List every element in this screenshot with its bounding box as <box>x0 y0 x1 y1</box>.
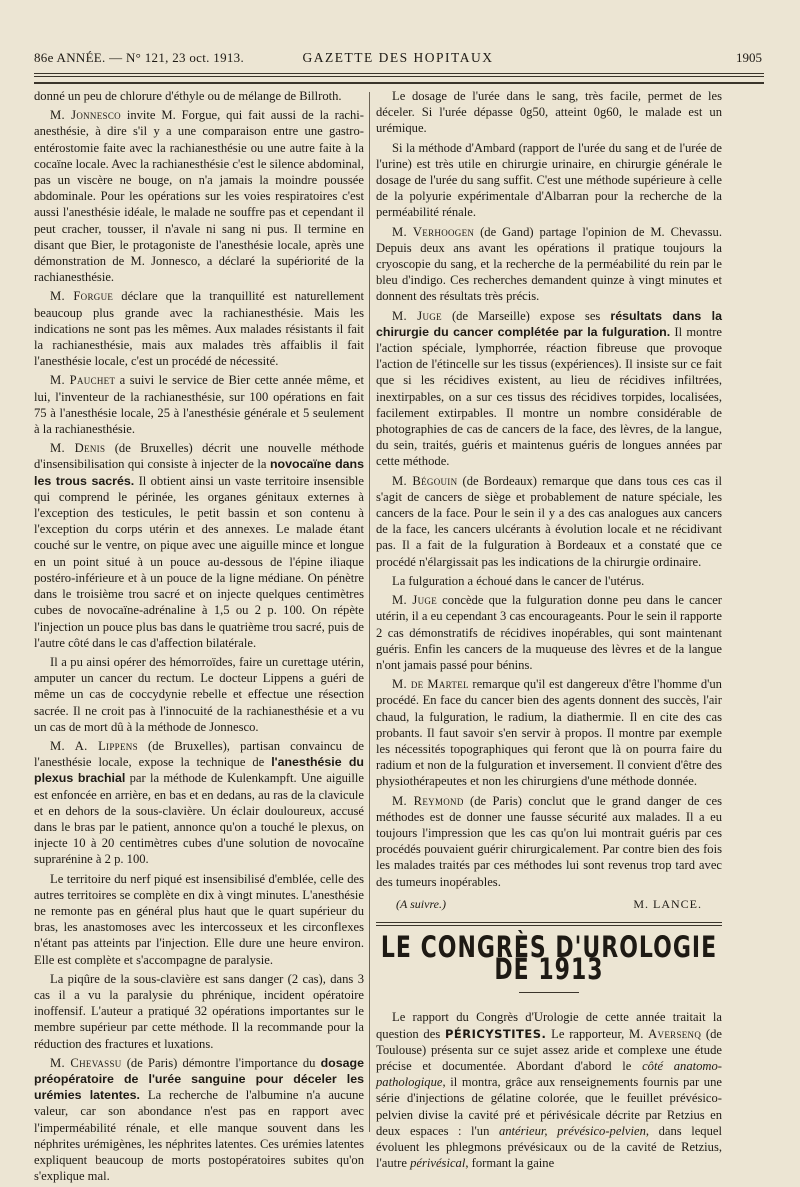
issue-info: 86e ANNÉE. — N° 121, 23 oct. 1913. <box>34 50 245 65</box>
signature-line <box>396 896 702 912</box>
paragraph-text: invite M. Forgue, qui fait aussi de la rachi-anesthésie, à dire s'il y a une comparaison entre une gastro-entérostomie faite avec la rachianesthésie ou une autre faite à la cocaïne locale. Avec la rachianesthésie c'est le silence abdominal, pas un viscère ne bouge, on n'a jamais la moindre poussée abdominale. Pour les opérations sur les voies respiratoires c'est aussi l'anesthésie idéale, le malade ne souffre pas et cependant il peut cracher, tousser, il n'avale ni sang ni pus. Il termine en disant que Bier, le protagoniste de l'anesthésie locale, après une démonstration de M. Jonnesco, a déclaré la supériorité de la rachianesthésie. <box>34 108 365 285</box>
paragraph-text: (de Bruxelles) décrit une nouvelle méthode d'insensibilisation qui consiste à injecter de la <box>34 441 364 472</box>
paragraph <box>376 676 722 789</box>
paragraph-text: (de Paris) conclut que le grand danger de ces méthodes est de donner une fausse sécurité aux malades. Il a eu toujours l'impression que les cas qu'on lui montrait guéris par ces procédés pouvaient guérir chirurgicalement. Par contre bien des fois les malades traités par ces méthodes lui sont revenus trop tard avec des tumeurs inopérables. <box>376 793 722 889</box>
speaker-name: M. Juge <box>392 308 442 323</box>
italic-term: périvésical <box>410 1156 466 1171</box>
publication-title: GAZETTE DES HOPITAUX <box>302 50 494 65</box>
paragraph <box>376 793 722 890</box>
paragraph-text: Il montre l'action spéciale, lymphorrée, réaction fibreuse que provoque l'action de l'étincelle sur les tissus (expériences). Il insiste sur ce fait que si les récidives existent, au lieu de récidives infiltrées, inextirpables, on a sur ces tissus des récidives torpides, localisées, facilement extirpables. Il montre un nombre considérable de photographies de cas de cancers de la face, des lèvres, de la langue, du sein, traités, guéris et maintenus guéris de longues années par cette méthode. <box>376 324 722 469</box>
paragraph <box>34 738 364 868</box>
paragraph <box>34 1055 364 1185</box>
paragraph: La piqûre de la sous-clavière est sans danger (2 cas), dans 3 cas il a vu la paralysie du phrénique, incident opératoire inoffensif. L'auteur a pratiqué 32 opérations importantes sur le membre supérieur par cette méthode. Il la recommande pour la réduction des fractures et luxations. <box>34 971 364 1051</box>
title-underline <box>519 992 579 993</box>
paragraph <box>34 107 364 285</box>
paragraph-text: Le rapport du Congrès d'Urologie de cette année traitait la question des <box>376 1010 722 1041</box>
speaker-name: M. de Martel <box>392 677 469 692</box>
speaker-name: M. Juge <box>392 593 438 608</box>
paragraph: Il a pu ainsi opérer des hémorroïdes, faire un curettage utérin, amputer un cancer du rectum. Le docteur Lippens a guéri de même un cas de coccydynie rebelle et effectue une résection sacrée. Il ne croit pas à l'innocuité de la rachianesthésie et a vu un cas de mort dû à la méthode de Jonnesco. <box>34 654 364 734</box>
paragraph-text: concède que la fulguration donne peu dans le cancer utérin, il a eu cependant 3 cas encourageants. Pour le sein il rapporte 2 cas démonstratifs de récidives inopérables, qui sont maintenant guéris. Enfin les cancers de la muqueuse des lèvres et de la langue n'ont jamais passé pour bénins. <box>376 593 722 672</box>
header-thick-rule <box>34 82 764 84</box>
speaker-name: M. Reymond <box>392 793 464 808</box>
section-rule <box>376 922 722 926</box>
paragraph-text: , formant la gaine <box>465 1156 555 1171</box>
paragraph: donné un peu de chlorure d'éthyle ou de mélange de Billroth. <box>34 89 342 103</box>
paragraph-text: (de Gand) partage l'opinion de M. Chevassu. Depuis deux ans avant les opérations il pratique toujours la cryoscopie du sang, et la recherche de la perméabilité du rein par le bleu d'indigo. Ces recherches demandent quinze à vingt minutes et donnent des résultats très précis. <box>376 224 722 304</box>
left-column <box>34 88 364 1187</box>
paragraph <box>376 473 722 570</box>
author-signature: M. LANCE. <box>633 896 702 911</box>
column-divider <box>369 92 370 1132</box>
paragraph <box>34 440 364 651</box>
right-column <box>376 88 722 1174</box>
speaker-name: M. Bégouin <box>392 473 458 488</box>
speaker-name: M. Jonnesco <box>50 108 121 123</box>
paragraph-text: (de Paris) démontre l'importance du <box>121 1055 321 1070</box>
paragraph-text: (de Bordeaux) remarque que dans tous ces cas il s'agit de cancers de siège et probablement de nature spéciale, les cancers de la face. Pour le sein il y a des cas analogues aux cancers de la face, les cancers ulcérants à évolution locale et ne récidivant pas. Il a fait de la fulguration à Bordeaux et a constaté que ce procédé n'élargissait pas les indications de la chirurgie ordinaire. <box>376 473 722 569</box>
paragraph-text: a suivi le service de Bier cette année même, et lui, l'inventeur de la rachianesthésie, sur 100 opérations en fait 75 à l'anesthésie locale, 25 à l'anesthésie générale et 5 seulement à la rachianesthésie. <box>34 373 364 437</box>
speaker-name: M. A. Lippens <box>50 738 138 753</box>
bold-topic: PÉRICYSTITES. <box>444 1026 547 1041</box>
paragraph: Le dosage de l'urée dans le sang, très facile, permet de les déceler. Si l'urée dépasse 0g50, atteint 0g60, le malade est un urémique. <box>376 89 722 136</box>
page-header <box>34 50 762 68</box>
italic-term: antérieur, prévésico-pelvien <box>498 1123 646 1138</box>
speaker-name: M. Verhoogen <box>392 224 475 239</box>
speaker-name: Aversenq <box>648 1026 702 1041</box>
speaker-name: M. Chevassu <box>50 1055 122 1070</box>
bold-topic: résultats dans la chirurgie du cancer complétée par la fulguration. <box>376 308 722 339</box>
paragraph-text: déclare que la tranquillité est naturellement beaucoup plus grande avec la rachianesthésie. Mais les indications ne sont pas les mêmes. Aux malades résistants il fait la rachianesthésie, mais aux malades très affaiblis il fait l'anesthésie locale, c'est un procédé de nécessité. <box>34 289 364 369</box>
page-number: 1905 <box>736 50 762 65</box>
paragraph <box>34 288 364 369</box>
speaker-name: M. Forgue <box>50 289 114 304</box>
speaker-name: M. Pauchet <box>50 373 116 388</box>
paragraph-text: remarque qu'il est dangereux d'être l'homme d'un procédé. En face du cancer bien des agents donnent des succès, l'air chaud, la fulguration, le radium, la diathermie. Il en cite des cas probants. Il faut savoir s'en servir à propos. Il montre par exemple les nécessités topographiques qui feront que là on pourra faire du radium et non de la fulguration et inversement. Il convient d'être des physiothérapeutes et non les chirurgiens d'une méthode donnée. <box>376 677 722 789</box>
paragraph-text: , il montra, grâce aux renseignements fournis par une série d'injections de gélatine colorée, que le feuillet prévésico-pelvien divise la cavité pré et périvésicale décrite par Retzius en deux espaces : l'un <box>376 1075 722 1138</box>
paragraph-text: par la méthode de Kulenkampft. Une aiguille est enfoncée en arrière, en bas et en dedans, au ras de la clavicule et en dehors de la sous-clavière. Un éclair douloureux, accusé dans le bras par le patient, annonce qu'on a touché le plexus, on injecte 10 à 20 centimètres cubes d'une solution de novocaïne suprarénine à 2 p. 100. <box>34 771 364 867</box>
section-title: LE CONGRÈS D'UROLOGIE DE 1913 <box>380 931 718 988</box>
italic-term: côté anatomo-pathologique <box>376 1058 722 1090</box>
bold-topic: dosage préopératoire de l'urée sanguine pour déceler les urémies latentes. <box>34 1055 364 1103</box>
paragraph <box>376 592 722 673</box>
header-double-rule <box>34 73 764 77</box>
speaker-name: M. Denis <box>50 441 106 456</box>
bold-topic: novocaïne dans les trous sacrés. <box>34 457 364 488</box>
paragraph-text: , dans lequel évoluent les phlegmons prévésicaux ou de la cavité de Retzius, l'autre <box>376 1123 722 1171</box>
to-be-continued: (A suivre.) <box>396 896 446 911</box>
paragraph: La fulguration a échoué dans le cancer de l'utérus. <box>392 573 645 588</box>
paragraph <box>376 224 722 305</box>
paragraph-text: La recherche de l'albumine n'a aucune valeur, car son abondance n'est pas en rapport avec l'imperméabilité rénale, et elle manque souvent dans les néphrites urémigènes, les néphrites latentes. Ces urémies latentes expliquent beaucoup de morts postopératoires subites qu'on s'explique mal. <box>34 1088 364 1184</box>
paragraph-text: (de Toulouse) présenta sur ce sujet assez aride et complexe une étude précise et documentée. Abordant d'abord le <box>376 1026 722 1073</box>
paragraph-text: Il obtient ainsi un vaste territoire insensible qui comprend le périnée, les organes génitaux externes à l'exception des testicules, le petit bassin et son contenu à l'exception du corps utérin et des annexes. Le malade étant couché sur le ventre, on pique avec une aiguille mince et longue en un point situé à un pouce au-dessous de l'épine iliaque postéro-inférieure et à un pouce de la ligne médiane. On pénètre dans le troisième trou sacré et on injecte quelques centimètres cubes de novocaïne-adrénaline à 1,5 ou 2 p. 100. On répète l'injection un pouce plus bas dans le quatrième trou sacré, puis de l'autre côté dans le cas d'affection bilatérale. <box>34 473 365 650</box>
paragraph: Le territoire du nerf piqué est insensibilisé d'emblée, celle des autres territoires se complète en dix à vingt minutes. L'anesthésie ne remonte pas en général plus haut que le quart supérieur du bras, les anastomoses avec les intercosseux et les circonflexes n'étant pas atteints par l'injection. Elle dure une heure environ. Elle est complète et s'accompagne de paralysie. <box>34 871 364 967</box>
paragraph <box>34 372 364 437</box>
paragraph <box>376 308 722 470</box>
paragraph-text: (de Marseille) expose ses <box>441 308 611 323</box>
bold-topic: l'anesthésie du plexus brachial <box>34 755 364 786</box>
paragraph-text: (de Bruxelles), partisan convaincu de l'anesthésie locale, expose la technique de <box>34 738 365 770</box>
paragraph-text: Le rapporteur, M. <box>546 1026 649 1041</box>
paragraph <box>376 1009 722 1171</box>
paragraph: Si la méthode d'Ambard (rapport de l'urée du sang et de l'urée de l'urine) est très utile en chirurgie urinaire, en chirurgie générale le dosage de l'urée du sang suffit. C'est une méthode supérieure à celle de la polyurie expérimentale d'Albarran pour la recherche de la perméabilité rénale. <box>376 140 722 220</box>
